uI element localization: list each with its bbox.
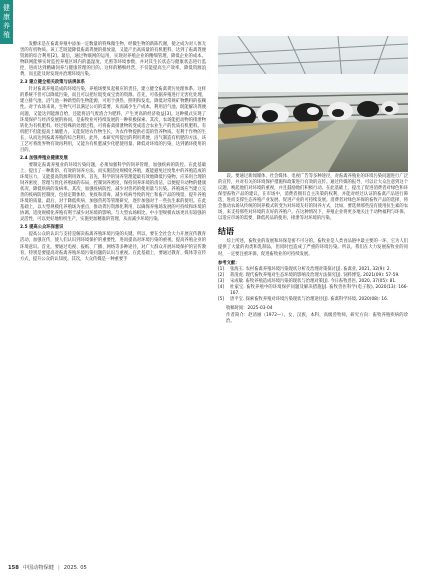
references-heading: 参考文献： [218, 260, 240, 266]
section-2-4-paragraph: 要制定畜禽养殖业的环境污染问题，必须加强科学的饲养管理，加强疾病的防控。在此基础上，提出了一种新的、有效的饲养方法。而实施适度规模化养殖，既能避免过度集中的养殖造成的环境压力，又能提高资源利用效率。首先，科学的饲养管理能最有效地降低污染物。应采用合理的饲养密度、管理与优化养殖场的布局，控制饲养密度，保持饲养环境的清洁，以便提升动物的健康状况，降低疾病的发病率。其次，加强疫病防控，减少对兽药的使用量与污染。养殖场应当建立完善的疫病防控制度，包括定期体检、免疫和消毒，减少疾病导致的死亡和畜产品的残留，提升养殖环境的质量。最后，对于降低疾病、加强兽药等管理研究，逐步加强对于一些抗生素的使用。在此基础上，以大型规模化养殖场为重点，推动粪污资源化利用，以确保养殖场发展的可持续和环境的协调。适度规模化养殖有利于减少对环境的影响。与大型农场相比，中小型规模农场更具有较强的灵活性，可以更好地组织生产，实施更加精准的管理，从而减少环境污染。 [20, 162, 206, 223]
section-2-3-paragraph: 针对畜禽养殖造成的环境污染，养殖场要负起相应的责任，建立健全畜禽粪污处理体系。这样的系统不但可以降低污染，而且可以把垃圾变成宝贵的资源。首先，可依据养殖进行无害化处理，建立排气池、沼气池一种新型的生物能源，可用于供热、照明和发电。降低对常规矿物燃料的依赖性。对于农场来说，生物气可以满足公司的需要，从而减少生产成本，利用沼气池，既能解决粪便问题，又能达到能源自给，还能将沼气废渣合为肥料，产生更高的经济收益[3]。这种模式实现了环境保护与经济发展的协同，是畜牧业可持续发展的一种积极探索。其次，农场能把动物的排泄物转化为有机肥料。经过特殊的处理过程，可将畜禽排泄物转变成适合农业生产的优质有机肥料。有机肥不但能提高土壤肥力，又能促进农作物生长，为农作物提供必需的营养物质。有利于作物的生长，从而达到畜禽养殖的综合利用。此外，本研究所提出的利用粪便、沼气制造有机肥的方法，该工艺可将废弃物有效再利用，又能为有机肥减少化肥使用量。降低对环境的污染，达到循环使用的目的。 [20, 87, 206, 153]
section-heading-2-3: 2.3 建立健全相关政策与法规体系 [20, 80, 85, 86]
side-tab-char: 康 [3, 13, 10, 21]
journal-name: 中国动物保健 [22, 565, 54, 571]
reference-number: [1] [218, 266, 225, 272]
section-heading-2-5: 2.5 提高公众环保意识 [20, 225, 64, 231]
footer-separator: | [57, 564, 60, 571]
received-date: 收稿时间：2025-03-04 [226, 305, 273, 311]
reference-item [218, 297, 408, 303]
reference-number: [5] [218, 296, 225, 302]
page-footer [8, 564, 87, 571]
reference-text: 唐平宝. 探索畜牧养殖对环境污染现状与治理途径[J]. 畜禽科学环境, 2020(08): 16. [230, 296, 389, 302]
section-side-tab [0, 0, 13, 44]
intro-paragraph: 发酵床是在畜禽养殖中添加一定数量的特殊微生物，经微生物的新陈代谢，使之成为对人体无害的有机物质。该工艺既能降低畜禽粪便的排放量，又能产出高质量的有机肥料，达到了畜禽粪便资源的综合利用[2]。最后，通过物联网的运用，实现对养殖企业的精细管理，降低企业的成本。物联网能够实时监控养殖区域内的温湿度、光照等环境参数，并对其生长状态与健康状态进行监控，进而达到精确饲养与健康管理的目的。这样的精细经营，不仅能提高生产效率，降低资源浪费，而且能及时发现并治理环境污染。 [20, 42, 206, 78]
reference-number: [3] [218, 278, 225, 284]
section-heading-2-4: 2.4 加强养殖业健康发展 [20, 155, 68, 161]
left-column [20, 42, 206, 263]
conclusion-paragraph: 综上所述，畜牧业的发展和环保是密不可分的。畜牧业是人类食品链中最主要的一环，它为人们提供了大量的肉类和乳制品，但同时也造成了严重的环境污染。所以，我们在大力发展畜牧业的同时，一定要注重环保，促进畜牧业的可持续发展。 [218, 239, 408, 257]
reference-text: 杜家宝. 畜牧养殖中的环境保护问题及解决措施[J]. 畜牧兽医科学(电子版), 2020(13): 166-167. [230, 284, 408, 296]
side-tab-char: 养 [3, 22, 10, 30]
conclusion-title: 结语 [218, 227, 234, 237]
author-bio: 作者简介：赵清丽（1972—），女，汉族，本科，高级兽牧师，研究方向：畜牧养殖疾病的诊治。 [226, 312, 408, 324]
side-tab-char: 殖 [3, 31, 10, 39]
reference-text: 蒋清虎. 现代畜牧养殖对生态环境的影响及治理方法探究[J]. 饲料博览, 2021(09): 57-59. [230, 272, 400, 278]
cattle-barn-illustration [218, 36, 408, 172]
page-number: 158 [8, 564, 19, 571]
section-2-5-paragraph: 提高公众的认识与支持是解决畜禽养殖环境污染的关键。所以，要在全社会大力开展宣传教育活动，加强宣传，使人们认识到环境保护的重要性，进而提高对环境污染的重视，提高养殖企业的环境意识。首先，要通过电视、报纸、广播、网络等多种途径，对广大群众开展环境保护的宣传教育，特别是要提高对畜禽养殖环境污染问题的认识与重视。在此基础上，要通过教育、媒体等宣传方式，提升公众的认知度。其次，大众传媒是一种重要手 [20, 232, 206, 262]
reference-text: 宋成敏. 畜牧养殖造成环境污染的现状与治理对策[J]. 今日畜牧兽医, 2020, 37(05): 81. [230, 278, 397, 284]
right-column [218, 174, 408, 325]
right-column-paragraph: 段。要通过新闻媒体、社会媒体、电视广告等多种途径，对畜禽养殖业的环境污染问题进行广泛的宣传，并对有关的环境保护措施和政策进行有效的宣传。通过传媒的报导，可以让大众注意到这个议题，唤起他们对环境的重视，并且鼓励他们积极行动。在此基础上，提出了促进消费者对绿色和环保型畜牧产品的建议，在市场中，消费者拥有自主决策的权利，并能对经过认证的畜禽产品进行筛选，进而支撑生态养殖产业发展。促进产业的可持续发展。消费者对绿色环保的畜牧产品的选择，将会推动农场从传统的饲养模式转变为对环境友好的饲养方式，比如，要选择那些没有使用抗生素的农场，来支持那些对环境的友好的养殖户。在这种情况下，养殖企业将更多地关注于动物福利与环保，以适应市场的需要，降低药品的使用，排泄等对环境的污染。 [218, 174, 408, 222]
reference-number: [2] [218, 272, 225, 278]
reference-item [218, 285, 408, 297]
dairy-barn-photo [218, 36, 408, 172]
reference-number: [4] [218, 284, 225, 290]
journal-issue: 2025. 05 [63, 564, 87, 571]
side-tab-char: 健 [3, 4, 10, 12]
reference-text: 张海玉. 农村畜禽养殖环境污染现状分析及治理对策探讨[J]. 畜禽业, 2021, 32(9): 2. [230, 266, 391, 272]
